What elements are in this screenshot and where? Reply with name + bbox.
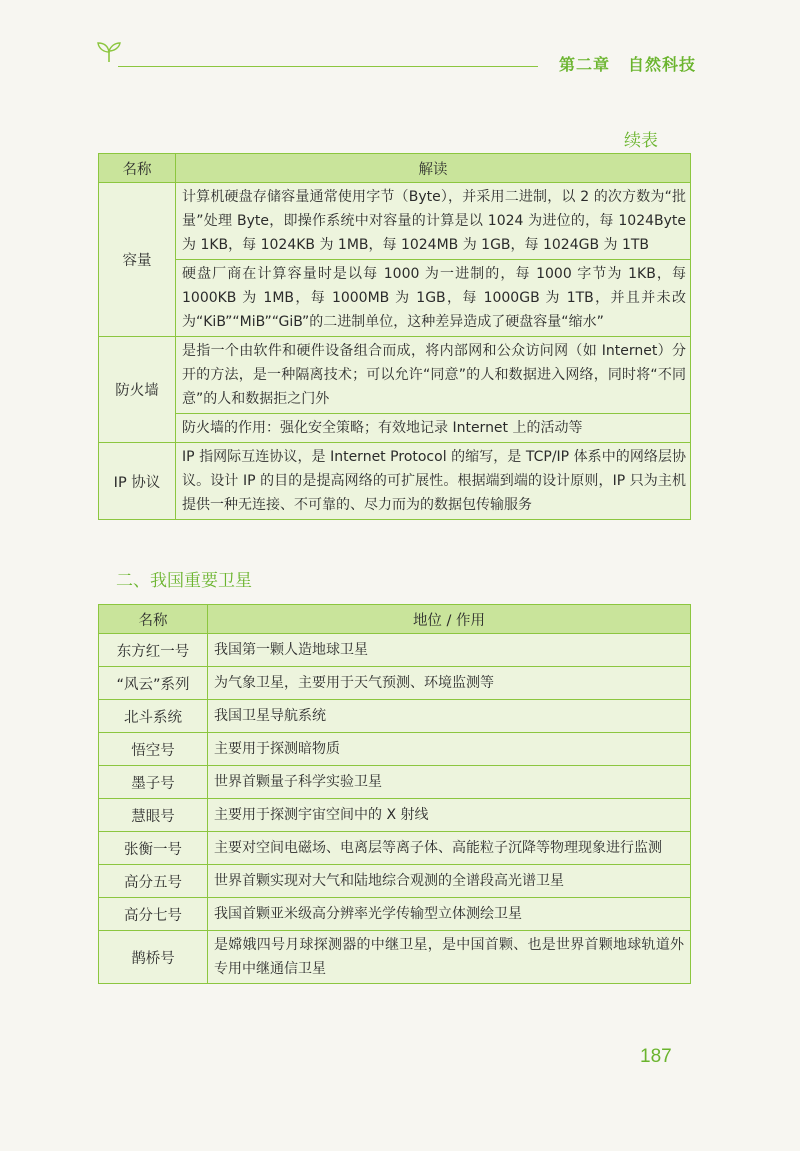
- satellite-role: 我国第一颗人造地球卫星: [208, 634, 691, 667]
- term-description: IP 指网际互连协议，是 Internet Protocol 的缩写，是 TCP/IP 体系中的网络层协议。设计 IP 的目的是提高网络的可扩展性。根据端到端的设计原则，IP 只为主机提供一种无连接、不可靠的、尽力而为的数据包传输服务: [176, 443, 691, 520]
- page-number: 187: [640, 1046, 672, 1067]
- table-row: [99, 766, 691, 799]
- table-row: [99, 667, 691, 700]
- satellite-name: 张衡一号: [99, 832, 208, 865]
- satellite-name: 高分七号: [99, 898, 208, 931]
- table-row: [99, 700, 691, 733]
- table-row: [99, 865, 691, 898]
- satellite-name: 鹊桥号: [99, 931, 208, 984]
- table-row: [99, 931, 691, 984]
- satellite-name: 东方红一号: [99, 634, 208, 667]
- satellite-role: 主要用于探测宇宙空间中的 X 射线: [208, 799, 691, 832]
- sprout-icon: [96, 40, 122, 64]
- table-row: [99, 634, 691, 667]
- term-name: IP 协议: [99, 443, 176, 520]
- page-header: [96, 38, 696, 78]
- term-description: 计算机硬盘存储容量通常使用字节（Byte），并采用二进制，以 2 的次方数为“批量”处理 Byte，即操作系统中对容量的计算是以 1024 为进位的，每 1024Byte 为 1KB，每 1024KB 为 1MB，每 1024MB 为 1GB，每 1024GB 为 1TB: [176, 183, 691, 260]
- satellite-name: 悟空号: [99, 733, 208, 766]
- satellite-role: 我国首颗亚米级高分辨率光学传输型立体测绘卫星: [208, 898, 691, 931]
- satellite-name: 慧眼号: [99, 799, 208, 832]
- table-row: [99, 414, 691, 443]
- satellite-role: 是嫦娥四号月球探测器的中继卫星，是中国首颗、也是世界首颗地球轨道外专用中继通信卫星: [208, 931, 691, 984]
- table-header-row: [99, 154, 691, 183]
- table-row: [99, 337, 691, 414]
- computer-terms-table: [98, 153, 691, 520]
- satellite-name: 北斗系统: [99, 700, 208, 733]
- term-description: 是指一个由软件和硬件设备组合而成，将内部网和公众访问网（如 Internet）分开的方法，是一种隔离技术；可以允许“同意”的人和数据进入网络，同时将“不同意”的人和数据拒之门外: [176, 337, 691, 414]
- satellite-name: 高分五号: [99, 865, 208, 898]
- table-row: [99, 443, 691, 520]
- table-row: [99, 260, 691, 337]
- table-row: [99, 898, 691, 931]
- satellite-role: 世界首颗量子科学实验卫星: [208, 766, 691, 799]
- column-header-description: 解读: [176, 154, 691, 183]
- satellite-role: 为气象卫星，主要用于天气预测、环境监测等: [208, 667, 691, 700]
- continued-label: 续表: [624, 131, 658, 151]
- term-description: 硬盘厂商在计算容量时是以每 1000 为一进制的，每 1000 字节为 1KB，每 1000KB 为 1MB，每 1000MB 为 1GB，每 1000GB 为 1TB，并且并未改为“KiB”“MiB”“GiB”的二进制单位，这种差异造成了硬盘容量“缩水”: [176, 260, 691, 337]
- table-header-row: [99, 605, 691, 634]
- satellite-role: 世界首颗实现对大气和陆地综合观测的全谱段高光谱卫星: [208, 865, 691, 898]
- satellite-name: “风云”系列: [99, 667, 208, 700]
- term-description: 防火墙的作用：强化安全策略；有效地记录 Internet 上的活动等: [176, 414, 691, 443]
- satellite-name: 墨子号: [99, 766, 208, 799]
- column-header-role: 地位 / 作用: [208, 605, 691, 634]
- section-title: 二、我国重要卫星: [116, 571, 252, 591]
- satellites-table: [98, 604, 691, 984]
- column-header-name: 名称: [99, 605, 208, 634]
- satellite-role: 主要对空间电磁场、电离层等离子体、高能粒子沉降等物理现象进行监测: [208, 832, 691, 865]
- chapter-number: 第二章: [558, 55, 610, 74]
- term-name: 容量: [99, 183, 176, 337]
- chapter-heading: [541, 52, 696, 75]
- table-row: [99, 183, 691, 260]
- satellite-role: 主要用于探测暗物质: [208, 733, 691, 766]
- table-row: [99, 799, 691, 832]
- term-name: 防火墙: [99, 337, 176, 443]
- column-header-name: 名称: [99, 154, 176, 183]
- satellite-role: 我国卫星导航系统: [208, 700, 691, 733]
- chapter-title: 自然科技: [627, 55, 696, 74]
- table-row: [99, 832, 691, 865]
- header-divider: [118, 66, 538, 67]
- table-row: [99, 733, 691, 766]
